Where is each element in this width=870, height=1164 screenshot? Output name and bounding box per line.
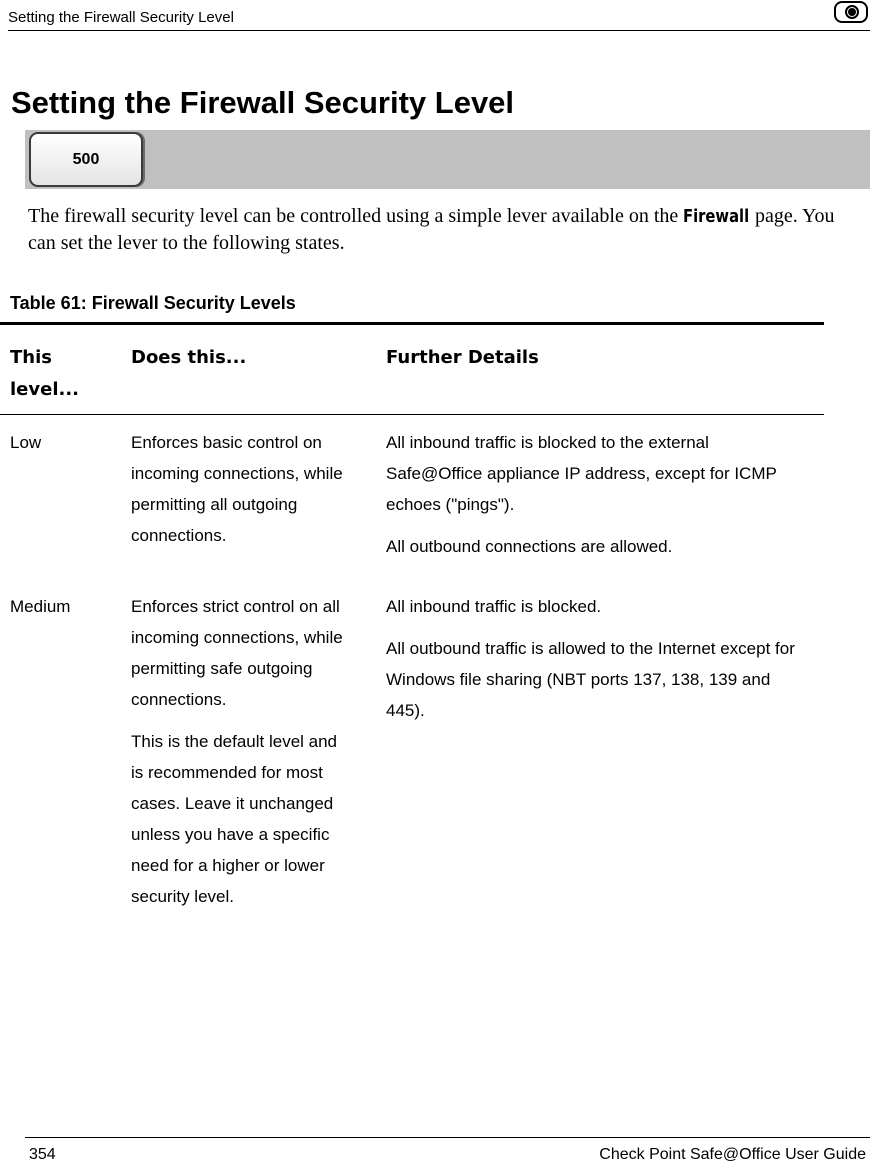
medium-details-inbound: All inbound traffic is blocked. [386, 597, 602, 616]
table-header-rule [0, 414, 824, 415]
footer-rule [25, 1137, 870, 1138]
header-does: Does this... [131, 347, 247, 368]
medium-does-text: Enforces strict control on all incoming connections, while permitting safe outgoing connections. [131, 597, 343, 709]
medium-does-note: This is the default level and is recommended for most cases. Leave it unchanged unless you have a specific need for a higher or lower security level. [131, 732, 338, 906]
low-details-outbound: All outbound connections are allowed. [386, 537, 673, 556]
intro-text-after: page. You can set the lever to the following states. [28, 205, 835, 254]
header-details: Further Details [386, 347, 539, 368]
firewall-page-name: Firewall [683, 206, 750, 227]
header-level: This level... [10, 347, 80, 400]
running-header-title: Setting the Firewall Security Level [8, 9, 234, 26]
intro-paragraph [28, 203, 863, 257]
table-row-medium-level: Medium [10, 597, 71, 616]
table-top-rule [0, 322, 824, 325]
table-row-medium-details [386, 591, 796, 737]
table-row-low-level: Low [10, 433, 42, 452]
table-caption: Table 61: Firewall Security Levels [10, 293, 296, 313]
page-number: 354 [29, 1146, 56, 1163]
version-band [25, 130, 870, 189]
security-mode-icon [834, 1, 868, 23]
guide-title: Check Point Safe@Office User Guide [599, 1146, 866, 1163]
intro-text-before: The firewall security level can be controlled using a simple lever available on the [28, 205, 684, 227]
security-mode-icon-dot [848, 8, 856, 16]
medium-details-outbound: All outbound traffic is allowed to the Internet except for Windows file sharing (NBT ports 137, 138, 139 and 445). [386, 639, 795, 720]
low-does-text: Enforces basic control on incoming connections, while permitting all outgoing connections. [131, 433, 343, 545]
table-row-low-details [386, 427, 796, 573]
version-badge: 500 [29, 132, 143, 187]
running-header [8, 0, 870, 31]
table-row-low-does [131, 427, 353, 562]
low-details-inbound: All inbound traffic is blocked to the external Safe@Office appliance IP address, except for ICMP echoes ("pings"). [386, 433, 777, 514]
page-title: Setting the Firewall Security Level [11, 85, 515, 120]
table-row-medium-does [131, 591, 353, 923]
